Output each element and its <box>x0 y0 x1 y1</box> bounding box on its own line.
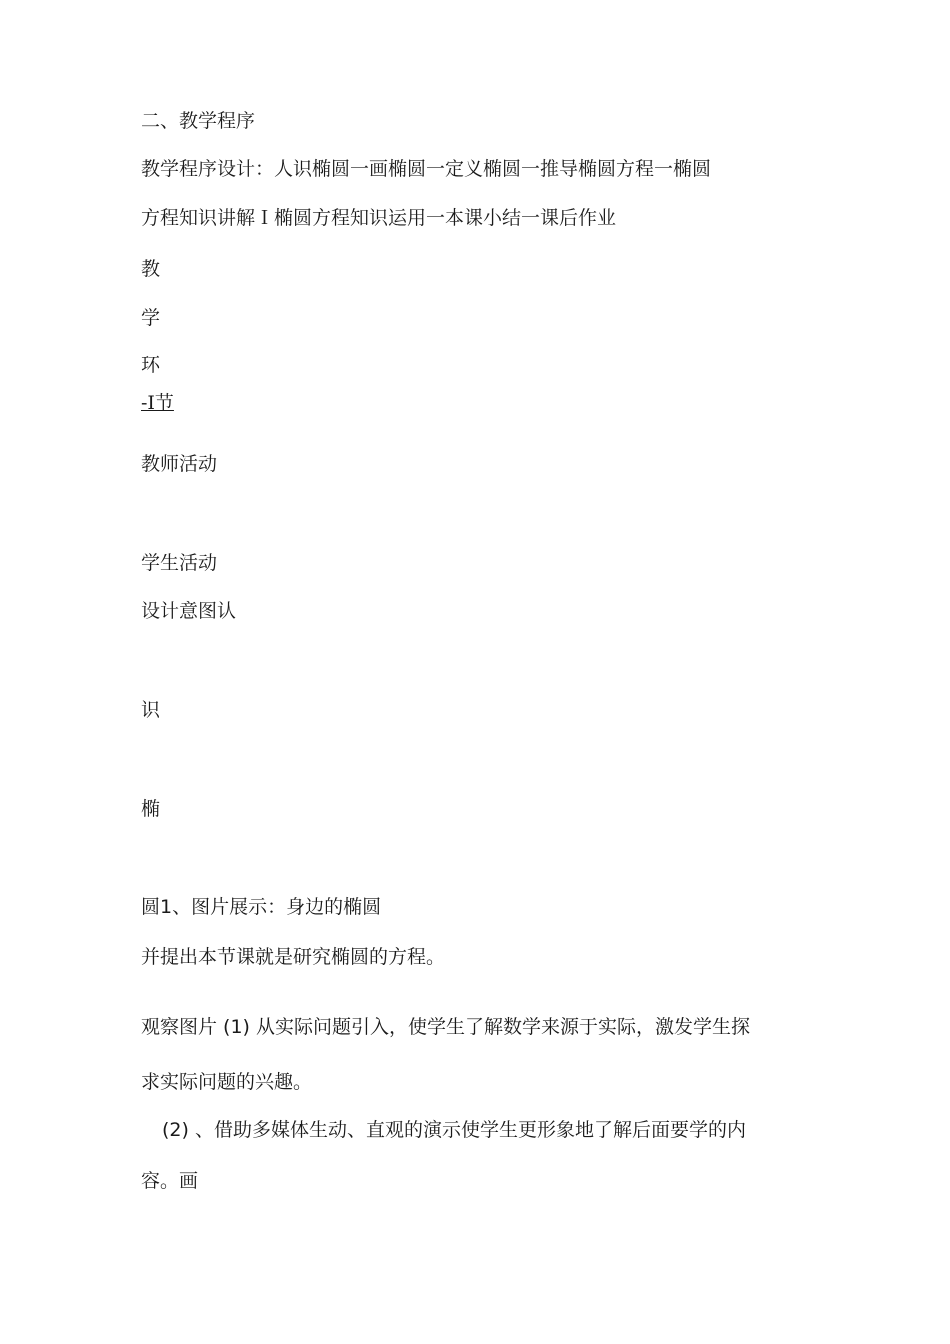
table-cell-text: 学 <box>141 307 161 329</box>
table-cell-text: 环 <box>141 354 161 376</box>
paragraph-line: 容。画 <box>141 1170 199 1192</box>
table-header-teacher: 教师活动 <box>141 453 218 475</box>
paragraph-line: 并提出本节课就是研究椭圆的方程。 <box>141 946 446 968</box>
paragraph-line: 观察图片 (1) 从实际问题引入，使学生了解数学来源于实际，激发学生探 <box>141 1016 750 1038</box>
table-header-student: 学生活动 <box>141 552 218 574</box>
table-cell-text: 教 <box>141 258 161 280</box>
table-cell-text: 识 <box>141 699 161 721</box>
table-cell-text: 椭 <box>141 798 161 820</box>
paragraph-line: 教学程序设计：人识椭圆一画椭圆一定义椭圆一推导椭圆方程一椭圆 <box>141 158 712 180</box>
paragraph-line: 圆1、图片展示：身边的椭圆 <box>141 896 382 918</box>
table-cell-text: -I节 <box>141 392 174 414</box>
section-heading: 二、教学程序 <box>141 110 256 132</box>
paragraph-line: (2) 、借助多媒体生动、直观的演示使学生更形象地了解后面要学的内 <box>162 1119 746 1141</box>
table-header-intent: 设计意图认 <box>141 600 237 622</box>
paragraph-line: 求实际问题的兴趣。 <box>141 1071 313 1093</box>
paragraph-line: 方程知识讲解Ｉ椭圆方程知识运用一本课小结一课后作业 <box>141 207 617 229</box>
